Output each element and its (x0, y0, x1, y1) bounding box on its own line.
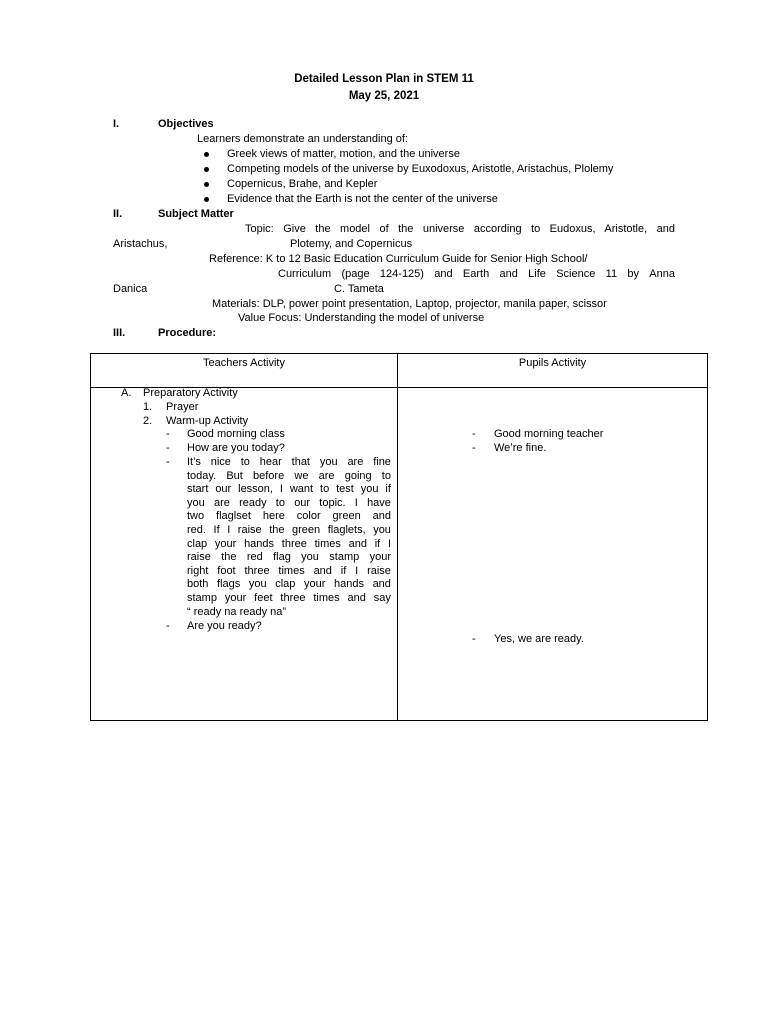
value-focus-line: Value Focus: Understanding the model of universe (238, 312, 485, 324)
paragraph-line: stamp your feet three times and say (187, 591, 391, 604)
paragraph-line: two flaglset here color green and (187, 510, 391, 523)
objective-item: Copernicus, Brahe, and Kepler (227, 178, 378, 190)
section-2-numeral: II. (113, 208, 123, 220)
item-label: Warm-up Activity (166, 415, 249, 427)
pupil-line: Good morning teacher (494, 428, 604, 440)
objective-item: Competing models of the universe by Euxodoxus, Aristotle, Aristachus, Plolemy (227, 163, 614, 175)
section-3-heading: Procedure: (158, 327, 217, 339)
teacher-line: Are you ready? (187, 620, 262, 632)
paragraph-line: today. But before we are going to (187, 469, 391, 482)
dash-bullet-icon: - (166, 456, 170, 468)
teacher-line: Good morning class (187, 428, 285, 440)
reference-line-3: Danica (113, 283, 148, 295)
item-label: Prayer (166, 401, 199, 413)
topic-line-continuation: Plotemy, and Copernicus (290, 238, 413, 250)
paragraph-line: clap your hands three times and if I (187, 537, 391, 550)
dash-bullet-icon: - (472, 442, 476, 454)
teacher-line: How are you today? (187, 442, 285, 454)
bullet-icon (204, 182, 209, 187)
item-number: 1. (143, 401, 153, 413)
paragraph-line: both flags you clap your hands and (187, 578, 391, 591)
objective-item: Evidence that the Earth is not the center of the universe (227, 193, 498, 205)
pupil-line: Yes, we are ready. (494, 633, 584, 645)
section-1-heading: Objectives (158, 118, 214, 130)
paragraph-line: start our lesson, I want to test you if (187, 483, 391, 496)
section-1-numeral: I. (113, 118, 120, 130)
document-title: Detailed Lesson Plan in STEM 11 (294, 73, 474, 85)
document-date: May 25, 2021 (348, 90, 420, 102)
topic-line: Topic: Give the model of the universe according to Eudoxus, Aristotle, and (245, 223, 675, 235)
teacher-paragraph (187, 455, 391, 618)
paragraph-line: It’s nice to hear that you are fine (187, 456, 391, 468)
section-2-heading: Subject Matter (158, 208, 234, 220)
topic-line-continuation: Aristachus, (113, 238, 168, 250)
paragraph-line: “ ready na ready na” (187, 605, 287, 618)
materials-line: Materials: DLP, power point presentation, Laptop, projector, manila paper, scissor (212, 298, 607, 310)
pupil-line: We’re fine. (494, 442, 547, 454)
paragraph-line: red. If I raise the green flaglets, you (187, 523, 391, 536)
dash-bullet-icon: - (472, 428, 476, 440)
section-3-numeral: III. (113, 327, 126, 339)
paragraph-line: you are ready to our topic. I have (187, 496, 391, 509)
dash-bullet-icon: - (166, 428, 170, 440)
bullet-icon (204, 152, 209, 157)
bullet-icon (204, 197, 209, 202)
paragraph-line: raise the red flag you stamp your (187, 551, 391, 564)
item-number: 2. (143, 415, 153, 427)
part-title: Preparatory Activity (143, 387, 238, 399)
pupils-activity-header: Pupils Activity (398, 354, 708, 388)
dash-bullet-icon: - (472, 633, 476, 645)
reference-line: Reference: K to 12 Basic Education Curriculum Guide for Senior High School/ (209, 253, 588, 265)
bullet-icon (204, 167, 209, 172)
dash-bullet-icon: - (166, 442, 170, 454)
paragraph-line: right foot three times and if I raise (187, 564, 391, 577)
part-letter: A. (121, 387, 132, 399)
dash-bullet-icon: - (166, 620, 170, 632)
objective-item: Greek views of matter, motion, and the universe (227, 148, 460, 160)
reference-line-2: Curriculum (page 124-125) and Earth and Life Science 11 by Anna (278, 268, 675, 280)
reference-line-3: C. Tameta (334, 283, 384, 295)
objectives-intro: Learners demonstrate an understanding of: (197, 133, 408, 145)
teachers-activity-header: Teachers Activity (91, 354, 398, 388)
